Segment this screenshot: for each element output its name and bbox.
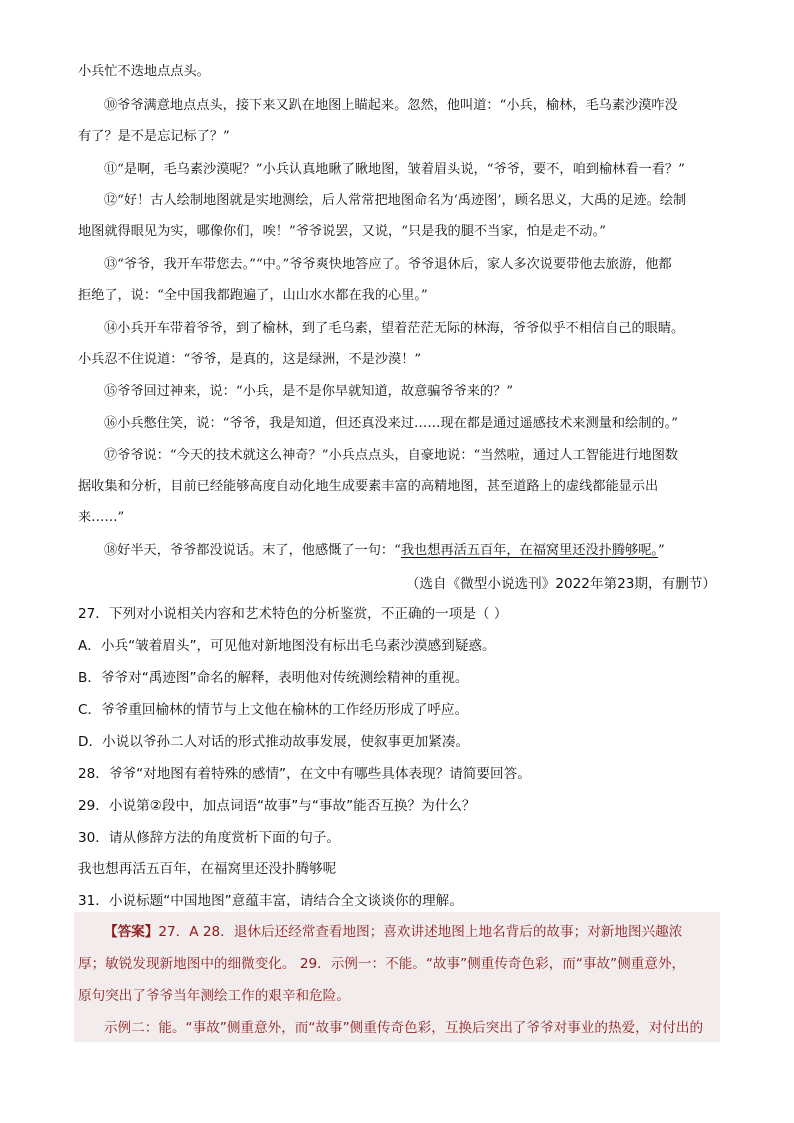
story-paragraph-10: ⑩爷爷满意地点点头，接下来又趴在地图上瞄起来。忽然，他叫道：“小兵，榆林，毛乌素沙漠咋没 [104,98,678,113]
story-text: ” [658,543,665,558]
story-line: 有了？是不是忘记标了？” [78,129,230,144]
answer-tag: 【答案】 [104,924,159,940]
story-line: 小兵忙不迭地点点头。 [78,64,210,79]
option-c: C．爷爷重回榆林的情节与上文他在榆林的工作经历形成了呼应。 [78,702,469,718]
option-d: D．小说以爷孙二人对话的形式推动故事发展，使叙事更加紧凑。 [78,734,470,750]
story-paragraph-13: ⑬“爷爷，我开车带您去。”“中。”爷爷爽快地答应了。爷爷退休后，家人多次说要带他去旅游，他都 [104,257,672,272]
story-paragraph-12: ⑫“好！古人绘制地图就是实地测绘，后人常常把地图命名为‘禹迹图’，顾名思义，大禹的足迹。绘制 [104,193,687,208]
story-line: 地图就得眼见为实，哪像你们，唉！”爷爷说罢，又说，“只是我的腿不当家，怕是走不动。” [78,224,606,239]
answer-line: 厚；敏锐发现新地图中的细微变化。 29．示例一：不能。“故事”侧重传奇色彩，而“事故”侧重意外， [78,956,686,972]
story-paragraph-15: ⑮爷爷回过神来，说：“小兵，是不是你早就知道，故意骗爷爷来的？” [104,384,514,399]
story-paragraph-18 [104,541,665,561]
question-28: 28．爷爷“对地图有着特殊的感情”，在文中有哪些具体表现？请简要回答。 [78,766,531,782]
underlined-sentence: 我也想再活五百年，在福窝里还没扑腾够呢。 [400,543,659,558]
story-paragraph-11: ⑪“是啊，毛乌素沙漠呢？”小兵认真地瞅了瞅地图，皱着眉头说，“爷爷，要不，咱到榆林看一看？” [104,162,685,177]
story-line: 据收集和分析，目前已经能够高度自动化地生成要素丰富的高精地图，甚至道路上的虚线都能显示出 [78,479,659,494]
story-paragraph-16: ⑯小兵憋住笑，说：“爷爷，我是知道，但还真没来过……现在都是通过遥感技术来测量和绘制的。” [104,416,678,431]
option-b: B．爷爷对“禹迹图”命名的解释，表明他对传统测绘精神的重视。 [78,670,469,686]
story-line: 拒绝了，说：“全中国我都跑遍了，山山水水都在我的心里。” [78,288,428,303]
answer-line: 原句突出了爷爷当年测绘工作的艰辛和危险。 [78,988,350,1004]
answer-text: 27．A 28．退休后还经常查看地图；喜欢讲述地图上地名背后的故事；对新地图兴趣浓 [158,924,683,940]
question-30: 30．请从修辞方法的角度赏析下面的句子。 [78,830,340,846]
story-paragraph-17: ⑰爷爷说：“今天的技术就这么神奇？”小兵点点头，自豪地说：“当然啦，通过人工智能进行地图数 [104,448,679,463]
source-citation: （选自《微型小说选刊》2022年第23期，有删节） [405,576,716,592]
story-line: 小兵忍不住说道：“爷爷，是真的，这是绿洲，不是沙漠！” [78,352,422,367]
story-text: ⑱好半天，爷爷都没说话。末了，他感慨了一句：“ [104,543,401,558]
answer-line [104,922,682,942]
question-30-sentence: 我也想再活五百年，在福窝里还没扑腾够呢 [78,861,337,877]
story-paragraph-14: ⑭小兵开车带着爷爷，到了榆林，到了毛乌素，望着茫茫无际的林海，爷爷似乎不相信自己的眼睛。 [104,321,685,336]
question-29: 29．小说第②段中，加点词语“故事”与“事故”能否互换？为什么？ [78,798,476,814]
story-line: 来……” [78,510,125,525]
question-27: 27．下列对小说相关内容和艺术特色的分析鉴赏，不正确的一项是（ ） [78,606,508,622]
answer-line: 示例二：能。“事故”侧重意外，而“故事”侧重传奇色彩，互换后突出了爷爷对事业的热爱，对付出的 [104,1020,704,1036]
option-a: A．小兵“皱着眉头”，可见他对新地图没有标出毛乌素沙漠感到疑惑。 [78,638,496,654]
question-31: 31．小说标题“中国地图”意蕴丰富，请结合全文谈谈你的理解。 [78,893,463,909]
